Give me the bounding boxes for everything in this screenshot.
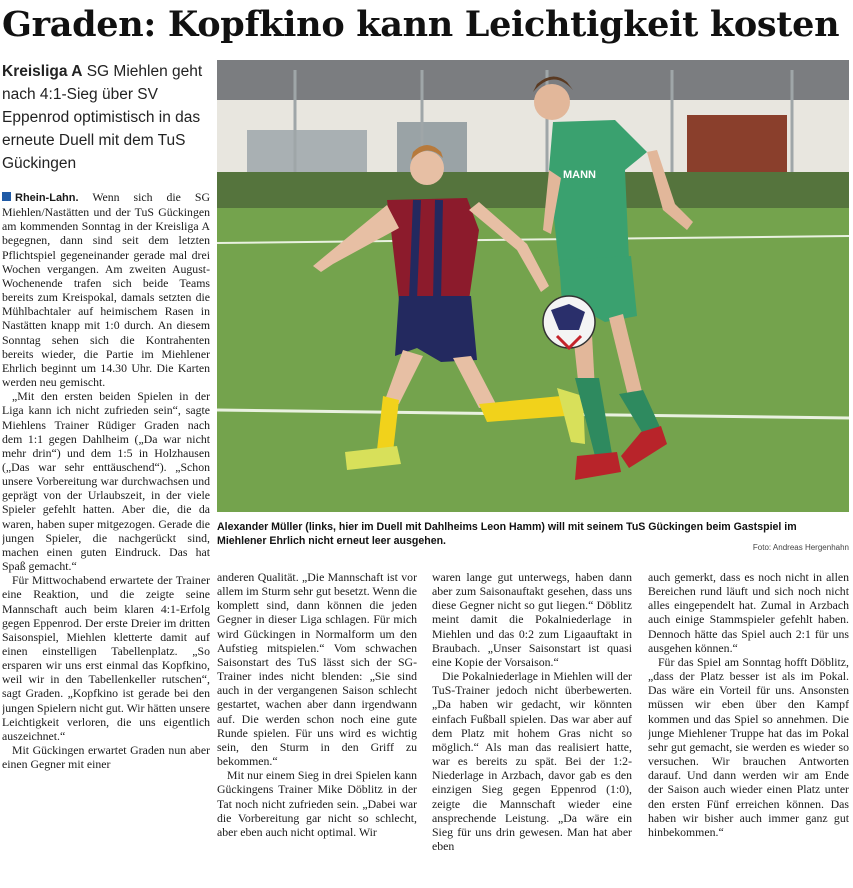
article-paragraph: auch gemerkt, dass es noch nicht in allen Bereichen rund läuft und sich noch nicht alles eingependelt hat. Zumal in Arzbach auch einige Stammspieler gefehlt haben. Dennoch hätte das Spiel auch 2:1 für uns ausgehen können.“ [648, 570, 849, 655]
article-paragraph: waren lange gut unterwegs, haben dann aber zum Saisonauftakt gesehen, dass uns diese Gegner nicht so gut liegen.“ Döblitz meint damit die Pokalniederlage in Miehlen und das 0:2 zum Ligaauftakt in Braubach. „Unser Saisonstart ist quasi eine Kopie der Vorsaison.“ [432, 570, 632, 669]
hedge [217, 172, 849, 208]
photo-caption: Alexander Müller (links, hier im Duell mit Dahlheims Leon Hamm) will mit seinem TuS Gückingen beim Gastspiel im Miehlener Ehrlich nicht erneut leer ausgehen. [217, 521, 797, 547]
article-paragraph: Für Mittwochabend erwartete der Trainer eine Reaktion, und die zeigte seine Mannschaft auch beim klaren 4:1-Erfolg gegen Eppenrod. Der erste Dreier im dritten Saisonspiel, Miehlen kletterte damit auf einen einstelligen Tabellenplatz. „So ersparen wir uns erst einmal das Kopfkino, weil wir in den Tabellenkeller rutschen“, sagt Graden. „Kopfkino ist gerade bei den jungen Spielern nicht gut. Wir hätten unsere Leichtigkeit verloren, die uns eigentlich auszeichnet.“ [2, 573, 210, 743]
football [543, 296, 595, 348]
article-column-3 [432, 570, 632, 888]
window [247, 130, 367, 172]
article-column-1 [2, 190, 210, 888]
article-paragraph: anderen Qualität. „Die Mannschaft ist vor allem im Sturm sehr gut besetzt. Wenn die komplett sind, dann können die jeden Gegner in dieser Liga schlagen. Für mich wird Gückingen in Normalform um den Aufstieg mitspielen.“ Vom schwachen Saisonstart des TuS lässt sich der SG-Trainer indes nicht blenden: „Sie sind auch in der vergangenen Saison schlecht gestartet, wachen aber dann irgendwann auf. Die werden schon noch eine gute Runde spielen. Für uns wird es wichtig sein, den Sturm in den Griff zu bekommen.“ [217, 570, 417, 769]
article-paragraph: „Mit den ersten beiden Spielen in der Liga kann ich nicht zufrieden sein“, sagte Miehlens Trainer Rüdiger Graden nach dem 1:1 gegen Dahlheim („Da war nicht mehr drin“) und dem 1:5 in Holzhausen („Das war sehr enttäuschend“). „Schon unsere Vorbereitung war durchwachsen und geprägt von der Urlaubszeit, in der viele Spieler gefehlt hatten. Aber die, die da waren, haben super mitgezogen. Gerade die jungen Spieler, die nachgerückt sind, machen einen guten Eindruck. Das hat Spaß gemacht.“ [2, 389, 210, 574]
article-column-2 [217, 570, 417, 888]
headline: Graden: Kopfkino kann Leichtigkeit kosten [2, 4, 840, 45]
article-lead-paragraph [2, 190, 210, 389]
roof [217, 60, 849, 100]
football-photo-illustration [217, 60, 849, 512]
article-paragraph: Die Pokalniederlage in Miehlen will der TuS-Trainer jedoch nicht überbewerten. „Da haben wir gedacht, wir könnten einfach Fußball spielen. Das war aber auf dem Platz mit hohem Gras nicht so möglich.“ Als man das realisiert hatte, war es bereits zu spät. Bei der 1:2-Niederlage in Arzbach, davor gab es den einzigen Sieg gegen Eppenrod (1:0), zeigte die Mannschaft wieder eine ansprechende Leistung. „Da wäre ein Sieg für uns drin gewesen. Man hat aber eben [432, 669, 632, 853]
pitch-surface [217, 208, 849, 512]
subhead [2, 60, 207, 175]
article-photo [217, 60, 849, 512]
article-paragraph: Mit Gückingen erwartet Graden nun aber einen Gegner mit einer [2, 743, 210, 772]
article-paragraph: Für das Spiel am Sonntag hofft Döblitz, „dass der Platz besser ist als im Pokal. Das wäre ein Vorteil für uns. Ansonsten müssen wir eben über den Kampf kommen und das Spiel so annehmen. Die junge Miehlener Truppe hat das im Pokal sehr gut gemacht, sie werden es wieder so versuchen. Wir brauchen Antworten darauf. Und dann werden wir am Ende der Saison auch wieder einen Platz unter den ersten Fünf erreichen können. Das haben wir bisher auch immer ganz gut hinbekommen.“ [648, 654, 849, 839]
dateline: Rhein-Lahn. [15, 192, 79, 204]
photo-credit: Foto: Andreas Hergenhahn [752, 543, 849, 552]
dateline-marker-icon [2, 192, 11, 201]
subhead-text: SG Miehlen geht nach 4:1-Sieg über SV Eppenrod optimistisch in das erneute Duell mit dem TuS Gückingen [2, 63, 203, 172]
jersey-sponsor-text: MANN [563, 169, 596, 181]
subhead-kicker: Kreisliga A [2, 63, 83, 80]
article-paragraph: Mit nur einem Sieg in drei Spielen kann Gückingens Trainer Mike Döblitz in der Tat noch nicht zufrieden sein. „Dabei war die Vorbereitung gar nicht so schlecht, aber eben auch nicht optimal. Wir [217, 768, 417, 839]
paragraph-text: Wenn sich die SG Miehlen/Nastätten und der TuS Gückingen am kommenden Sonntag in der Kreisliga A begegnen, dann sind seit dem letzten Pflichtspiel gegeneinander gerade mal drei Wochen vergangen. Am zweiten August-Wochenende trafen sich beide Teams bereits zum Kreispokal, damals setzten die Mühlbachtaler auf heimischem Rasen in Nastätten knapp mit 1:0 durch. An diesem Sonntag sehen sich die Kontrahenten bereits wieder, die Partie im Miehlener Ehrlich beginnt um 14.30 Uhr. Die Karten werden neu gemischt. [2, 190, 210, 390]
article-column-4 [648, 570, 849, 888]
